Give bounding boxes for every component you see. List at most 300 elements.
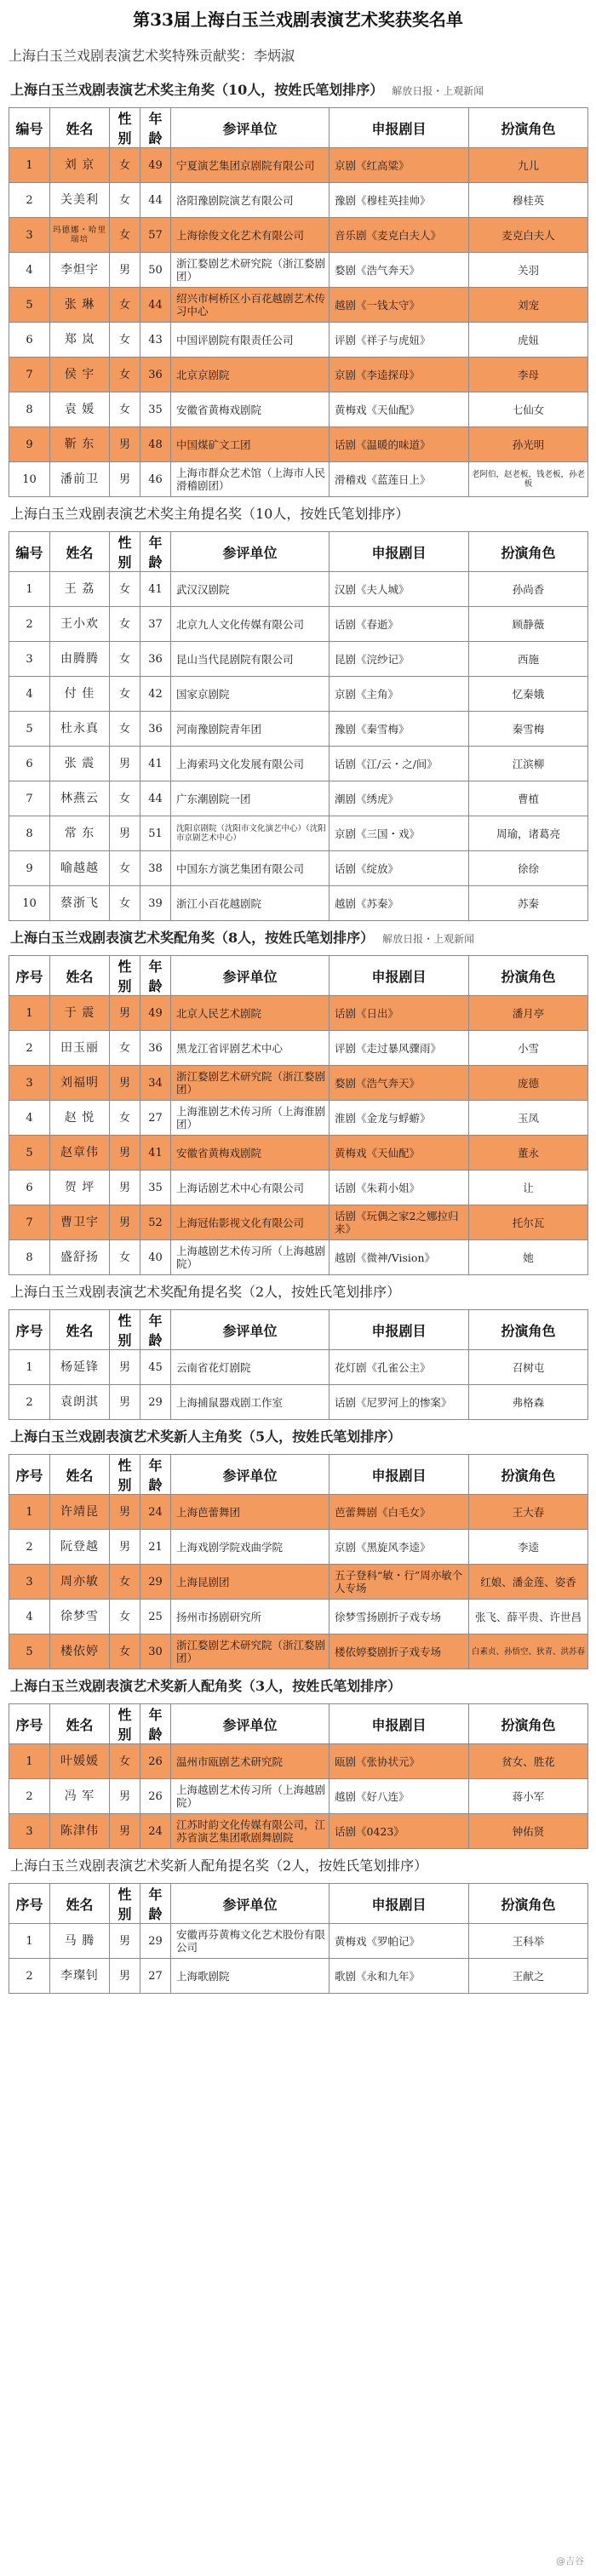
cell-row-number: 1 <box>9 996 50 1031</box>
cell-unit: 安徽再芬黄梅文化艺术股份有限公司 <box>171 1924 330 1959</box>
cell-play: 京剧《红高粱》 <box>330 148 469 183</box>
cell-unit: 上海索玛文化发展有限公司 <box>171 747 330 781</box>
column-header: 年龄 <box>140 956 171 996</box>
section-title-text: 上海白玉兰戏剧表演艺术奖配角提名奖（2人，按姓氏笔划排序） <box>10 1284 401 1300</box>
cell-row-number: 1 <box>9 1350 50 1385</box>
column-header: 姓名 <box>50 1310 110 1350</box>
table-row <box>9 253 588 288</box>
section-title <box>0 497 596 531</box>
cell-name: 于 震 <box>50 996 110 1031</box>
cell-play: 芭蕾舞剧《白毛女》 <box>330 1495 469 1530</box>
section-title <box>0 1849 596 1883</box>
cell-unit: 浙江小百花越剧院 <box>171 886 330 921</box>
column-header: 年龄 <box>140 1310 171 1350</box>
table-header-row <box>9 1884 588 1924</box>
cell-name: 袁 媛 <box>50 392 110 427</box>
cell-role: 李母 <box>469 358 588 392</box>
cell-name: 周亦敏 <box>50 1565 110 1600</box>
cell-row-number: 6 <box>9 747 50 781</box>
column-header: 参评单位 <box>171 956 330 996</box>
special-award-line: 上海白玉兰戏剧表演艺术奖特殊贡献奖：李炳淑 <box>9 48 295 64</box>
column-header: 性别 <box>110 108 140 148</box>
cell-play: 话剧《尼罗河上的惨案》 <box>330 1385 469 1420</box>
cell-gender: 男 <box>110 747 140 781</box>
cell-name: 阮登越 <box>50 1530 110 1565</box>
cell-role: 白素贞、孙悟空、狄青、洪苏春 <box>469 1634 588 1669</box>
cell-role: 张飞、薛平贵、许世昌 <box>469 1600 588 1634</box>
section-title <box>0 1275 596 1309</box>
cell-age: 24 <box>140 1814 171 1849</box>
cell-role: 李逵 <box>469 1530 588 1565</box>
cell-gender: 女 <box>110 572 140 607</box>
table-header-row <box>9 1310 588 1350</box>
cell-age: 48 <box>140 427 171 462</box>
table-row <box>9 747 588 781</box>
cell-row-number: 3 <box>9 642 50 677</box>
cell-name: 楼依婷 <box>50 1634 110 1669</box>
column-header: 参评单位 <box>171 108 330 148</box>
cell-name: 王小欢 <box>50 607 110 642</box>
cell-name: 马 腾 <box>50 1924 110 1959</box>
column-header: 姓名 <box>50 532 110 572</box>
cell-unit: 国家京剧院 <box>171 677 330 712</box>
table-header-row <box>9 108 588 148</box>
cell-role: 召树屯 <box>469 1350 588 1385</box>
watermark: @吉谷 <box>556 2556 584 2567</box>
column-header: 性别 <box>110 1704 140 1744</box>
cell-name: 张 震 <box>50 747 110 781</box>
column-header: 性别 <box>110 956 140 996</box>
table-header-row <box>9 1704 588 1744</box>
cell-unit: 云南省花灯剧院 <box>171 1350 330 1385</box>
cell-unit: 浙江婺剧艺术研究院（浙江婺剧团） <box>171 1066 330 1101</box>
cell-role: 虎妞 <box>469 323 588 358</box>
table-row <box>9 462 588 497</box>
cell-role: 红娘、潘金莲、姿香 <box>469 1565 588 1600</box>
cell-name: 许靖昆 <box>50 1495 110 1530</box>
section-title <box>0 921 596 955</box>
page-title: 第33届上海白玉兰戏剧表演艺术奖获奖名单 <box>133 9 463 30</box>
cell-play: 越剧《微神/Vision》 <box>330 1240 469 1275</box>
cell-gender: 男 <box>110 816 140 851</box>
cell-unit: 上海市群众艺术馆（上海市人民滑稽剧团） <box>171 462 330 497</box>
table-row <box>9 1205 588 1240</box>
cell-row-number: 1 <box>9 1495 50 1530</box>
cell-play: 京剧《三国・戏》 <box>330 816 469 851</box>
cell-unit: 黑龙江省评剧艺术中心 <box>171 1031 330 1066</box>
cell-row-number: 4 <box>9 1101 50 1136</box>
table-row <box>9 358 588 392</box>
cell-play: 滑稽戏《蓝莲日上》 <box>330 462 469 497</box>
section-title-text: 上海白玉兰戏剧表演艺术奖新人配角奖（3人，按姓氏笔划排序） <box>10 1678 402 1694</box>
award-table <box>9 107 588 497</box>
column-header: 序号 <box>9 1455 50 1495</box>
cell-age: 37 <box>140 607 171 642</box>
cell-unit: 沈阳京剧院（沈阳市文化演艺中心）（沈阳市京剧艺术中心） <box>171 816 330 851</box>
cell-gender: 女 <box>110 1031 140 1066</box>
cell-row-number: 2 <box>9 1385 50 1420</box>
cell-row-number: 6 <box>9 1171 50 1205</box>
column-header: 编号 <box>9 108 50 148</box>
cell-age: 35 <box>140 1171 171 1205</box>
cell-age: 44 <box>140 781 171 816</box>
cell-age: 57 <box>140 218 171 253</box>
cell-name: 徐梦雪 <box>50 1600 110 1634</box>
cell-row-number: 2 <box>9 183 50 218</box>
cell-unit: 中国评剧院有限责任公司 <box>171 323 330 358</box>
cell-role: 关羽 <box>469 253 588 288</box>
cell-role: 王科举 <box>469 1924 588 1959</box>
cell-age: 45 <box>140 1350 171 1385</box>
cell-gender: 男 <box>110 1171 140 1205</box>
column-header: 姓名 <box>50 108 110 148</box>
cell-role: 周瑜，诸葛亮 <box>469 816 588 851</box>
cell-row-number: 4 <box>9 253 50 288</box>
cell-unit: 上海越剧艺术传习所（上海越剧院） <box>171 1779 330 1814</box>
cell-gender: 女 <box>110 851 140 886</box>
cell-gender: 女 <box>110 218 140 253</box>
cell-age: 44 <box>140 288 171 323</box>
table-row <box>9 781 588 816</box>
cell-unit: 上海淮剧艺术传习所（上海淮剧团） <box>171 1101 330 1136</box>
cell-gender: 女 <box>110 712 140 747</box>
column-header: 申报剧目 <box>330 1310 469 1350</box>
table-row <box>9 996 588 1031</box>
cell-age: 29 <box>140 1385 171 1420</box>
cell-unit: 上海徐俊文化艺术有限公司 <box>171 218 330 253</box>
table-row <box>9 1959 588 1994</box>
column-header: 参评单位 <box>171 1455 330 1495</box>
column-header: 扮演角色 <box>469 1704 588 1744</box>
cell-unit: 广东潮剧院一团 <box>171 781 330 816</box>
cell-role: 让 <box>469 1171 588 1205</box>
section-title <box>0 73 596 107</box>
section-title-text: 上海白玉兰戏剧表演艺术奖主角提名奖（10人，按姓氏笔划排序） <box>10 506 410 522</box>
cell-role: 董永 <box>469 1136 588 1171</box>
cell-unit: 北京京剧院 <box>171 358 330 392</box>
column-header: 扮演角色 <box>469 1884 588 1924</box>
column-header: 申报剧目 <box>330 532 469 572</box>
cell-age: 49 <box>140 148 171 183</box>
cell-row-number: 3 <box>9 218 50 253</box>
cell-role: 托尔瓦 <box>469 1205 588 1240</box>
cell-gender: 男 <box>110 1530 140 1565</box>
column-header: 编号 <box>9 532 50 572</box>
cell-row-number: 1 <box>9 572 50 607</box>
table-row <box>9 1136 588 1171</box>
column-header: 性别 <box>110 1884 140 1924</box>
cell-role: 江滨柳 <box>469 747 588 781</box>
cell-play: 豫剧《穆桂英挂帅》 <box>330 183 469 218</box>
table-header-row <box>9 1455 588 1495</box>
cell-role: 刘宠 <box>469 288 588 323</box>
cell-gender: 女 <box>110 886 140 921</box>
cell-unit: 安徽省黄梅戏剧院 <box>171 1136 330 1171</box>
cell-play: 瓯剧《张协状元》 <box>330 1744 469 1779</box>
cell-row-number: 7 <box>9 1205 50 1240</box>
cell-unit: 上海戏剧学院戏曲学院 <box>171 1530 330 1565</box>
cell-age: 25 <box>140 1600 171 1634</box>
cell-name: 刘 京 <box>50 148 110 183</box>
cell-name: 常 东 <box>50 816 110 851</box>
cell-age: 27 <box>140 1101 171 1136</box>
cell-name: 郑 岚 <box>50 323 110 358</box>
cell-play: 京剧《黑旋风李逵》 <box>330 1530 469 1565</box>
award-sections <box>0 73 596 1994</box>
cell-play: 花灯剧《孔雀公主》 <box>330 1350 469 1385</box>
cell-age: 51 <box>140 816 171 851</box>
cell-name: 叶媛媛 <box>50 1744 110 1779</box>
table-row <box>9 1634 588 1669</box>
cell-role: 孙光明 <box>469 427 588 462</box>
cell-role: 钟佑贤 <box>469 1814 588 1849</box>
section-title <box>0 1420 596 1454</box>
cell-role: 贫女、胜花 <box>469 1744 588 1779</box>
cell-gender: 女 <box>110 677 140 712</box>
table-row <box>9 1600 588 1634</box>
table-row <box>9 1495 588 1530</box>
cell-play: 婺剧《浩气奔天》 <box>330 253 469 288</box>
cell-row-number: 1 <box>9 1744 50 1779</box>
cell-gender: 女 <box>110 323 140 358</box>
cell-name: 赵 悦 <box>50 1101 110 1136</box>
cell-row-number: 8 <box>9 816 50 851</box>
cell-role: 秦雪梅 <box>469 712 588 747</box>
cell-age: 50 <box>140 253 171 288</box>
column-header: 序号 <box>9 1704 50 1744</box>
cell-play: 黄梅戏《天仙配》 <box>330 392 469 427</box>
cell-age: 30 <box>140 1634 171 1669</box>
column-header: 姓名 <box>50 1704 110 1744</box>
table-row <box>9 642 588 677</box>
cell-play: 婺剧《浩气奔天》 <box>330 1066 469 1101</box>
cell-role: 弗格森 <box>469 1385 588 1420</box>
cell-row-number: 10 <box>9 462 50 497</box>
cell-age: 42 <box>140 677 171 712</box>
column-header: 年龄 <box>140 108 171 148</box>
column-header: 扮演角色 <box>469 956 588 996</box>
cell-name: 刘福明 <box>50 1066 110 1101</box>
cell-play: 汉剧《夫人城》 <box>330 572 469 607</box>
cell-unit: 扬州市扬剧研究所 <box>171 1600 330 1634</box>
cell-play: 越剧《一钱太守》 <box>330 288 469 323</box>
cell-row-number: 7 <box>9 358 50 392</box>
table-row <box>9 607 588 642</box>
cell-age: 52 <box>140 1205 171 1240</box>
cell-gender: 女 <box>110 607 140 642</box>
cell-role: 九儿 <box>469 148 588 183</box>
cell-unit: 上海冠佑影视文化有限公司 <box>171 1205 330 1240</box>
cell-name: 侯 宇 <box>50 358 110 392</box>
cell-play: 话剧《江/云・之/间》 <box>330 747 469 781</box>
column-header: 姓名 <box>50 1455 110 1495</box>
cell-gender: 男 <box>110 1495 140 1530</box>
cell-unit: 浙江婺剧艺术研究院（浙江婺剧团） <box>171 253 330 288</box>
cell-role: 麦克白夫人 <box>469 218 588 253</box>
cell-role: 玉凤 <box>469 1101 588 1136</box>
cell-play: 楼依婷婺剧折子戏专场 <box>330 1634 469 1669</box>
cell-play: 京剧《主角》 <box>330 677 469 712</box>
column-header: 性别 <box>110 1455 140 1495</box>
cell-age: 29 <box>140 1565 171 1600</box>
table-row <box>9 1385 588 1420</box>
cell-play: 越剧《好八连》 <box>330 1779 469 1814</box>
cell-row-number: 4 <box>9 1600 50 1634</box>
table-row <box>9 323 588 358</box>
cell-age: 39 <box>140 886 171 921</box>
cell-row-number: 3 <box>9 1066 50 1101</box>
cell-role: 孙尚香 <box>469 572 588 607</box>
cell-gender: 女 <box>110 358 140 392</box>
section-title <box>0 1669 596 1703</box>
column-header: 序号 <box>9 1884 50 1924</box>
cell-unit: 中国煤矿文工团 <box>171 427 330 462</box>
cell-name: 贺 坪 <box>50 1171 110 1205</box>
section-title-text: 上海白玉兰戏剧表演艺术奖新人主角奖（5人，按姓氏笔划排序） <box>10 1428 402 1445</box>
column-header: 序号 <box>9 1310 50 1350</box>
cell-row-number: 9 <box>9 427 50 462</box>
column-header: 年龄 <box>140 1884 171 1924</box>
table-row <box>9 1565 588 1600</box>
cell-play: 淮剧《金龙与蜉蝣》 <box>330 1101 469 1136</box>
cell-role: 小雪 <box>469 1031 588 1066</box>
cell-gender: 女 <box>110 392 140 427</box>
column-header: 姓名 <box>50 956 110 996</box>
cell-play: 京剧《李逵探母》 <box>330 358 469 392</box>
cell-role: 穆桂英 <box>469 183 588 218</box>
column-header: 扮演角色 <box>469 108 588 148</box>
cell-play: 话剧《春逝》 <box>330 607 469 642</box>
cell-gender: 男 <box>110 1205 140 1240</box>
cell-role: 蒋小军 <box>469 1779 588 1814</box>
cell-name: 田玉丽 <box>50 1031 110 1066</box>
cell-name: 林燕云 <box>50 781 110 816</box>
column-header: 扮演角色 <box>469 532 588 572</box>
cell-age: 27 <box>140 1959 171 1994</box>
cell-name: 曹卫宇 <box>50 1205 110 1240</box>
table-row <box>9 816 588 851</box>
cell-role: 西施 <box>469 642 588 677</box>
cell-play: 话剧《玩偶之家2之娜拉归来》 <box>330 1205 469 1240</box>
cell-row-number: 1 <box>9 1924 50 1959</box>
cell-gender: 女 <box>110 1101 140 1136</box>
cell-unit: 浙江婺剧艺术研究院（浙江婺剧团） <box>171 1634 330 1669</box>
cell-gender: 男 <box>110 427 140 462</box>
column-header: 申报剧目 <box>330 1884 469 1924</box>
cell-role: 顾静薇 <box>469 607 588 642</box>
cell-row-number: 5 <box>9 288 50 323</box>
cell-name: 喻越越 <box>50 851 110 886</box>
cell-age: 41 <box>140 572 171 607</box>
cell-gender: 男 <box>110 1814 140 1849</box>
cell-age: 36 <box>140 358 171 392</box>
cell-unit: 绍兴市柯桥区小百花越剧艺术传习中心 <box>171 288 330 323</box>
cell-row-number: 4 <box>9 677 50 712</box>
cell-unit: 中国东方演艺集团有限公司 <box>171 851 330 886</box>
award-table <box>9 1703 588 1849</box>
cell-gender: 男 <box>110 1779 140 1814</box>
table-header-row <box>9 532 588 572</box>
cell-name: 付 佳 <box>50 677 110 712</box>
cell-play: 越剧《苏秦》 <box>330 886 469 921</box>
cell-play: 话剧《温暖的味道》 <box>330 427 469 462</box>
table-row <box>9 677 588 712</box>
cell-unit: 上海越剧艺术传习所（上海越剧院） <box>171 1240 330 1275</box>
column-header: 年龄 <box>140 532 171 572</box>
cell-age: 36 <box>140 642 171 677</box>
table-row <box>9 1924 588 1959</box>
cell-row-number: 8 <box>9 392 50 427</box>
cell-play: 话剧《朱莉小姐》 <box>330 1171 469 1205</box>
cell-name: 袁朗淇 <box>50 1385 110 1420</box>
cell-gender: 男 <box>110 253 140 288</box>
cell-name: 杨延锋 <box>50 1350 110 1385</box>
table-row <box>9 886 588 921</box>
award-table <box>9 1454 588 1669</box>
cell-gender: 女 <box>110 1744 140 1779</box>
cell-role: 苏秦 <box>469 886 588 921</box>
cell-name: 杜永真 <box>50 712 110 747</box>
cell-gender: 女 <box>110 1634 140 1669</box>
cell-gender: 男 <box>110 462 140 497</box>
cell-gender: 男 <box>110 1066 140 1101</box>
column-header: 扮演角色 <box>469 1455 588 1495</box>
cell-gender: 女 <box>110 183 140 218</box>
cell-unit: 安徽省黄梅戏剧院 <box>171 392 330 427</box>
cell-name: 蔡浙飞 <box>50 886 110 921</box>
cell-unit: 上海捕鼠器戏剧工作室 <box>171 1385 330 1420</box>
cell-row-number: 1 <box>9 148 50 183</box>
table-row <box>9 1101 588 1136</box>
cell-gender: 女 <box>110 781 140 816</box>
cell-role: 王大春 <box>469 1495 588 1530</box>
table-row <box>9 1779 588 1814</box>
column-header: 申报剧目 <box>330 1455 469 1495</box>
table-row <box>9 392 588 427</box>
cell-play: 徐梦雪扬剧折子戏专场 <box>330 1600 469 1634</box>
cell-row-number: 8 <box>9 1240 50 1275</box>
cell-gender: 男 <box>110 1350 140 1385</box>
cell-play: 评剧《祥子与虎妞》 <box>330 323 469 358</box>
column-header: 申报剧目 <box>330 956 469 996</box>
cell-age: 38 <box>140 851 171 886</box>
award-table <box>9 1883 588 1994</box>
cell-row-number: 3 <box>9 1814 50 1849</box>
cell-gender: 女 <box>110 148 140 183</box>
cell-gender: 女 <box>110 288 140 323</box>
source-credit: 解放日报・上观新闻 <box>392 85 484 97</box>
cell-age: 36 <box>140 712 171 747</box>
column-header: 参评单位 <box>171 1704 330 1744</box>
cell-name: 赵章伟 <box>50 1136 110 1171</box>
cell-age: 26 <box>140 1779 171 1814</box>
cell-gender: 女 <box>110 642 140 677</box>
cell-gender: 女 <box>110 1240 140 1275</box>
cell-role: 七仙女 <box>469 392 588 427</box>
column-header: 申报剧目 <box>330 108 469 148</box>
column-header: 参评单位 <box>171 1310 330 1350</box>
cell-unit: 北京人民艺术剧院 <box>171 996 330 1031</box>
cell-gender: 男 <box>110 1959 140 1994</box>
cell-age: 26 <box>140 1744 171 1779</box>
cell-age: 40 <box>140 1240 171 1275</box>
cell-name: 李炟宇 <box>50 253 110 288</box>
cell-gender: 男 <box>110 996 140 1031</box>
cell-gender: 男 <box>110 1136 140 1171</box>
cell-name: 李璨钊 <box>50 1959 110 1994</box>
table-row <box>9 183 588 218</box>
cell-unit: 洛阳豫剧院演艺有限公司 <box>171 183 330 218</box>
